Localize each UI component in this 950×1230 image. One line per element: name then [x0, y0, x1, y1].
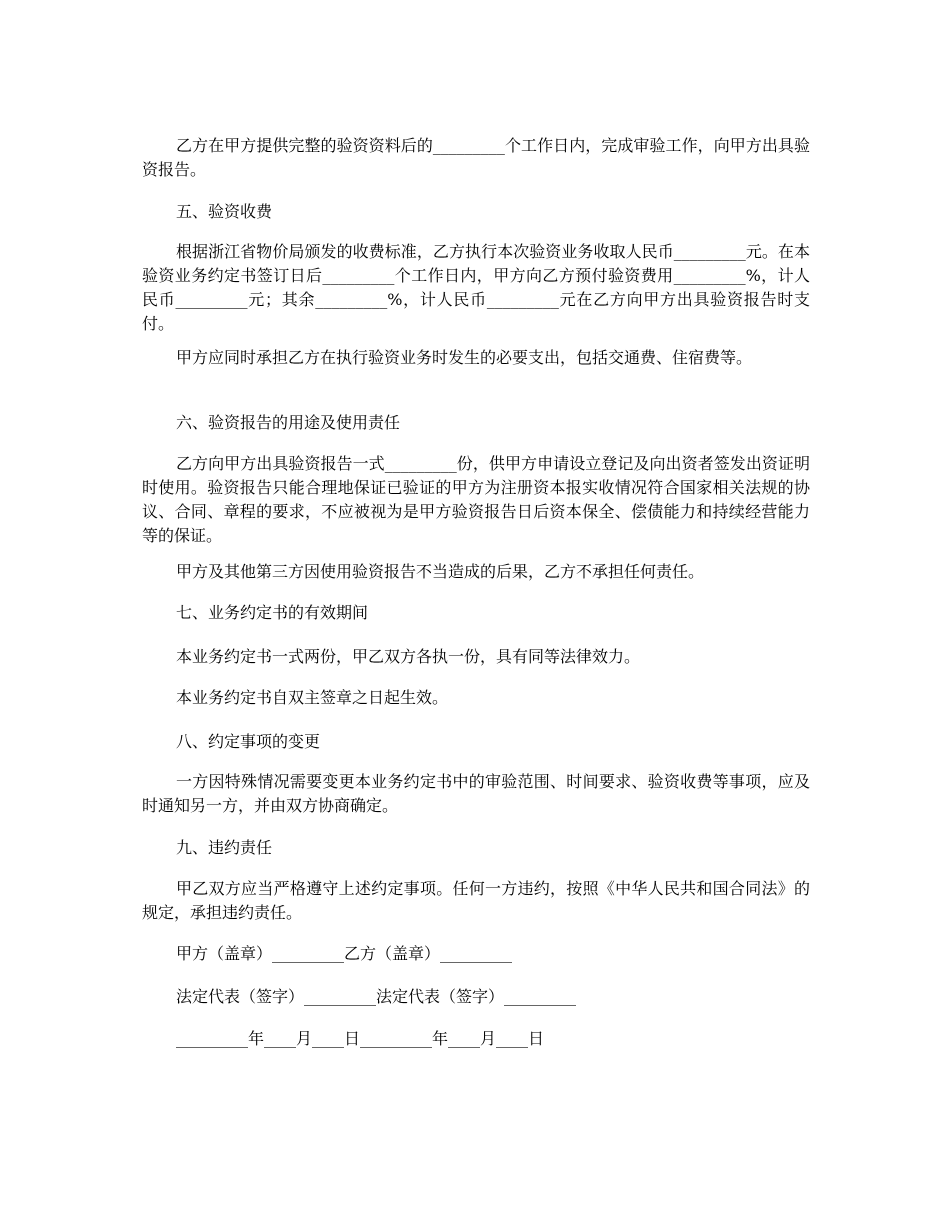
paragraph-effective: 本业务约定书自双主签章之日起生效。 — [176, 688, 449, 707]
section-heading-changes: 八、约定事项的变更 — [176, 732, 321, 751]
paragraph-breach: 甲乙双方应当严格遵守上述约定事项。任何一方违约，按照《中华人民共和国合同法》的规定，承担违约责任。 — [142, 879, 810, 922]
paragraph-changes: 一方因特殊情况需要变更本业务约定书中的审验范围、时间要求、验资收费等事项，应及时通知另一方，并由双方协商确定。 — [142, 772, 810, 815]
paragraph-liability: 甲方及其他第三方因使用验资报告不当造成的后果，乙方不承担任何责任。 — [176, 562, 705, 581]
paragraph-report-deadline: 乙方在甲方提供完整的验资资料后的_________个工作日内，完成审验工作，向甲方出具验资报告。 — [142, 136, 810, 179]
paragraph-copies: 本业务约定书一式两份，甲乙双方各执一份，具有同等法律效力。 — [176, 647, 641, 666]
signature-seal-line: 甲方（盖章）_________乙方（盖章）_________ — [176, 944, 513, 963]
paragraph-expenses: 甲方应同时承担乙方在执行验资业务时发生的必要支出，包括交通费、住宿费等。 — [176, 348, 753, 367]
paragraph-report-copies: 乙方向甲方出具验资报告一式_________份，供甲方申请设立登记及向出资者签发出资证明时使用。验资报告只能合理地保证已验证的甲方为注册资本报实收情况符合国家相关法规的协议、合同、章程的要求，不应被视为是甲方验资报告日后资本保全、偿债能力和持续经营能力等的保证。 — [142, 454, 810, 545]
section-heading-report-usage: 六、验资报告的用途及使用责任 — [176, 413, 401, 432]
section-heading-fees: 五、验资收费 — [176, 202, 273, 221]
signature-date-line: _________年____月____日_________年____月____日 — [176, 1029, 545, 1048]
signature-representative-line: 法定代表（签字）_________法定代表（签字）_________ — [176, 987, 577, 1006]
section-heading-breach: 九、违约责任 — [176, 838, 273, 857]
paragraph-fee-amount: 根据浙江省物价局颁发的收费标准，乙方执行本次验资业务收取人民币_________元。在本验资业务约定书签订日后_________个工作日内，甲方向乙方预付验资费用_________%，计人民币_________元；其余_________%，计人民币_________元在乙方向甲方出具验资报告时支付。 — [142, 242, 810, 333]
section-heading-validity: 七、业务约定书的有效期间 — [176, 603, 369, 622]
